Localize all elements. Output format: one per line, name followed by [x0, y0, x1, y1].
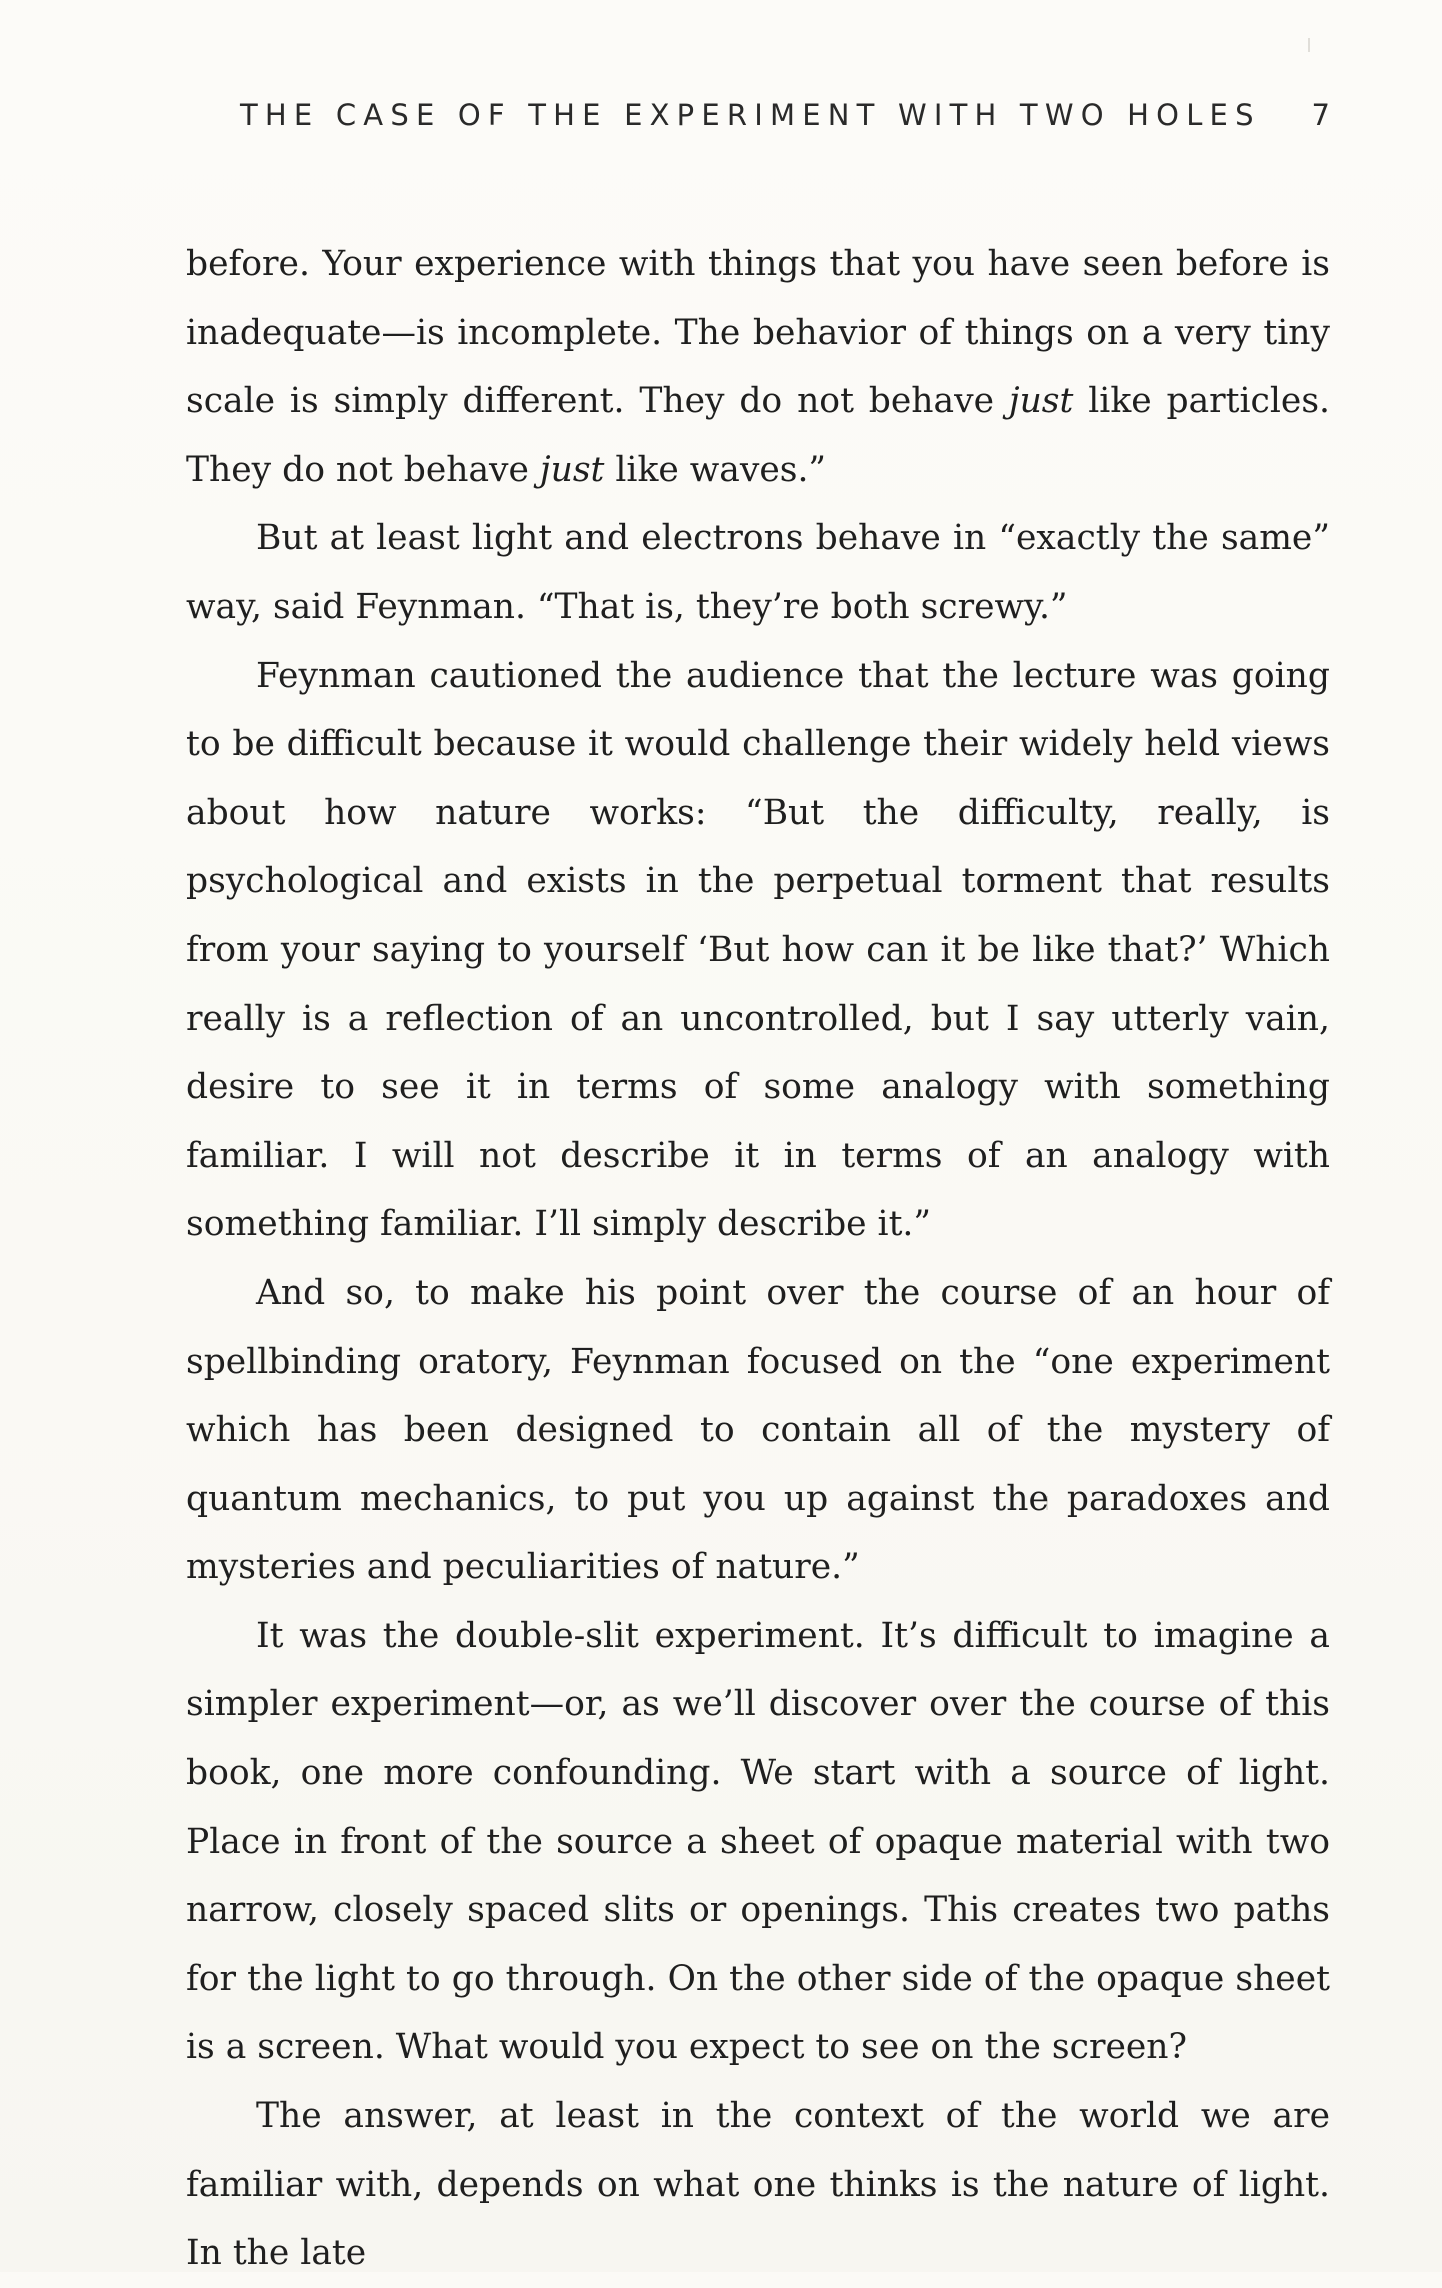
text-segment: like particles. They do not behave [186, 381, 1330, 490]
text-segment: before. Your experience with things that you have seen before is inadequate—is incomplete. The behavior of things on a very tiny scale is simply different. They do not behave [186, 244, 1330, 422]
paragraph [186, 230, 1330, 504]
text-segment: And so, to make his point over the course of an hour of spellbinding oratory, Feynman focused on the “one experiment which has been designed to contain all of the mystery of quantum mechanics, to put you up against the paradoxes and mysteries and peculiarities of nature.” [186, 1272, 1330, 1588]
text-segment: But at least light and electrons behave in “exactly the same” way, said Feynman. “That is, they’re both screwy.” [186, 518, 1330, 627]
page-header [240, 98, 1330, 132]
text-segment: Feynman cautioned the audience that the lecture was going to be difficult because it would challenge their widely held views about how nature works: “But the difficulty, really, is psychological and exists in the perpetual torment that results from your saying to yourself ‘But how can it be like that?’ Which really is a reflection of an uncontrolled, but I say utterly vain, desire to see it in terms of some analogy with something familiar. I will not describe it in terms of an analogy with something familiar. I’ll simply describe it.” [186, 655, 1330, 1245]
text-segment: The answer, at least in the context of the world we are familiar with, depends on what one thinks is the nature of light. In the late [186, 2096, 1330, 2274]
paragraph [186, 504, 1330, 641]
body-text [186, 230, 1330, 2288]
italic-text: just [1008, 381, 1074, 422]
scan-mark [1308, 38, 1310, 52]
italic-text: just [539, 449, 605, 490]
text-segment: like waves.” [604, 449, 827, 490]
running-head: THE CASE OF THE EXPERIMENT WITH TWO HOLES [240, 98, 1261, 132]
paragraph [186, 642, 1330, 1259]
paragraph [186, 2082, 1330, 2288]
page-number: 7 [1311, 98, 1330, 132]
paragraph [186, 1602, 1330, 2082]
text-segment: It was the double-slit experiment. It’s difficult to imagine a simpler experiment—or, as we’ll discover over the course of this book, one more confounding. We start with a source of light. Place in front of the source a sheet of opaque material with two narrow, closely spaced slits or openings. This creates two paths for the light to go through. On the other side of the opaque sheet is a screen. What would you expect to see on the screen? [186, 1615, 1330, 2068]
paragraph [186, 1259, 1330, 1602]
